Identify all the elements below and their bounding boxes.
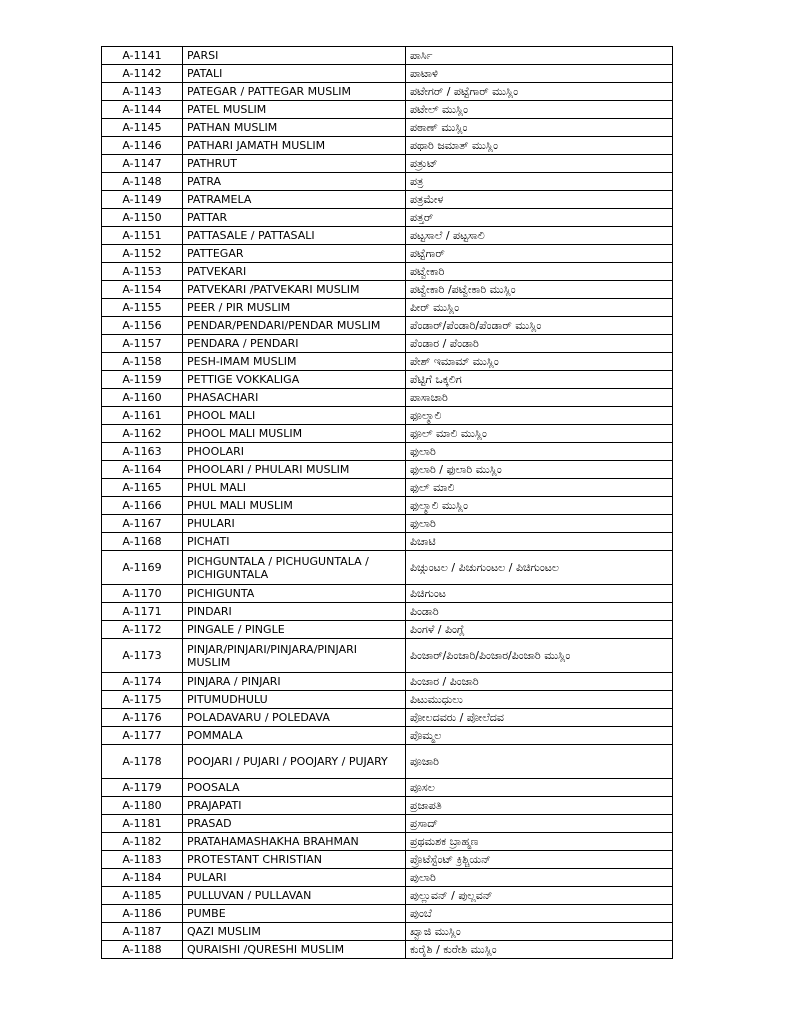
table-row bbox=[102, 299, 673, 317]
table-row bbox=[102, 745, 673, 779]
caste-name-cell: PICHGUNTALA / PICHUGUNTALA / PICHIGUNTALA bbox=[183, 551, 406, 585]
table-row bbox=[102, 497, 673, 515]
caste-code-cell: A-1172 bbox=[102, 621, 183, 639]
caste-name-cell: PATTEGAR bbox=[183, 245, 406, 263]
caste-code-cell: A-1187 bbox=[102, 923, 183, 941]
caste-kannada-cell: ಪ್ರಸಾದ್ bbox=[406, 815, 673, 833]
caste-code-cell: A-1181 bbox=[102, 815, 183, 833]
caste-name-cell: PEER / PIR MUSLIM bbox=[183, 299, 406, 317]
caste-kannada-cell: ಫುಲ್ ಮಾಲಿ bbox=[406, 479, 673, 497]
table-row bbox=[102, 479, 673, 497]
caste-kannada-cell: ಫುಲಾರಿ bbox=[406, 443, 673, 461]
caste-code-cell: A-1178 bbox=[102, 745, 183, 779]
caste-name-cell: PENDAR/PENDARI/PENDAR MUSLIM bbox=[183, 317, 406, 335]
caste-kannada-cell: ಪಟೇಗರ್ / ಪಟ್ಟೆಗಾರ್ ಮುಸ್ಲಿಂ bbox=[406, 83, 673, 101]
caste-name-cell: PHASACHARI bbox=[183, 389, 406, 407]
table-row bbox=[102, 317, 673, 335]
caste-code-cell: A-1155 bbox=[102, 299, 183, 317]
caste-code-cell: A-1162 bbox=[102, 425, 183, 443]
caste-kannada-cell: ಪಿಂಗಳೆ / ಪಿಂಗ್ಲೆ bbox=[406, 621, 673, 639]
caste-kannada-cell: ಪಿಚ್ಗುಂಟಲ / ಪಿಚುಗುಂಟಲ / ಪಿಚಿಗುಂಟಲ bbox=[406, 551, 673, 585]
caste-name-cell: PARSI bbox=[183, 47, 406, 65]
table-row bbox=[102, 887, 673, 905]
table-row bbox=[102, 155, 673, 173]
table-row bbox=[102, 905, 673, 923]
caste-name-cell: PATEGAR / PATTEGAR MUSLIM bbox=[183, 83, 406, 101]
caste-code-cell: A-1188 bbox=[102, 941, 183, 959]
caste-code-cell: A-1143 bbox=[102, 83, 183, 101]
caste-code-cell: A-1166 bbox=[102, 497, 183, 515]
caste-name-cell: PATALI bbox=[183, 65, 406, 83]
table-row bbox=[102, 815, 673, 833]
caste-name-cell: PULLUVAN / PULLAVAN bbox=[183, 887, 406, 905]
caste-code-cell: A-1142 bbox=[102, 65, 183, 83]
caste-name-cell: PICHATI bbox=[183, 533, 406, 551]
caste-code-cell: A-1160 bbox=[102, 389, 183, 407]
caste-code-cell: A-1167 bbox=[102, 515, 183, 533]
table-row bbox=[102, 65, 673, 83]
caste-kannada-cell: ಪಥಾರಿ ಜಮಾತ್ ಮುಸ್ಲಿಂ bbox=[406, 137, 673, 155]
caste-code-cell: A-1152 bbox=[102, 245, 183, 263]
caste-code-cell: A-1154 bbox=[102, 281, 183, 299]
caste-code-cell: A-1148 bbox=[102, 173, 183, 191]
caste-code-cell: A-1180 bbox=[102, 797, 183, 815]
caste-kannada-cell: ಪಟೇಲ್ ಮುಸ್ಲಿಂ bbox=[406, 101, 673, 119]
caste-kannada-cell: ಫೂಲ್ ಮಾಲಿ ಮುಸ್ಲಿಂ bbox=[406, 425, 673, 443]
caste-code-cell: A-1149 bbox=[102, 191, 183, 209]
table-row bbox=[102, 389, 673, 407]
caste-code-cell: A-1144 bbox=[102, 101, 183, 119]
table-row bbox=[102, 227, 673, 245]
caste-name-cell: QAZI MUSLIM bbox=[183, 923, 406, 941]
table-row bbox=[102, 851, 673, 869]
caste-name-cell: PRATAHAMASHAKHA BRAHMAN bbox=[183, 833, 406, 851]
caste-code-cell: A-1183 bbox=[102, 851, 183, 869]
caste-code-cell: A-1169 bbox=[102, 551, 183, 585]
table-row bbox=[102, 923, 673, 941]
caste-kannada-cell: ಪ್ರೊಟೆಸ್ಟೆಂಟ್ ಕ್ರಿಶ್ಚಿಯನ್ bbox=[406, 851, 673, 869]
caste-code-cell: A-1163 bbox=[102, 443, 183, 461]
caste-kannada-cell: ಫುಲ್ಮಾಲಿ ಮುಸ್ಲಿಂ bbox=[406, 497, 673, 515]
caste-code-cell: A-1170 bbox=[102, 585, 183, 603]
caste-kannada-cell: ಪಿಚಾಟಿ bbox=[406, 533, 673, 551]
caste-code-cell: A-1151 bbox=[102, 227, 183, 245]
caste-code-cell: A-1177 bbox=[102, 727, 183, 745]
caste-name-cell: QURAISHI /QURESHI MUSLIM bbox=[183, 941, 406, 959]
caste-kannada-cell: ಪ್ರಜಾಪತಿ bbox=[406, 797, 673, 815]
caste-kannada-cell: ಪೆಂಡಾರ್/ಪೆಂಡಾರಿ/ಪೆಂಡಾರ್ ಮುಸ್ಲಿಂ bbox=[406, 317, 673, 335]
caste-code-cell: A-1168 bbox=[102, 533, 183, 551]
caste-name-cell: PHULARI bbox=[183, 515, 406, 533]
caste-kannada-cell: ಪಾಟಾಳಿ bbox=[406, 65, 673, 83]
table-row bbox=[102, 245, 673, 263]
caste-kannada-cell: ಪತ್ರ bbox=[406, 173, 673, 191]
table-row bbox=[102, 833, 673, 851]
table-row bbox=[102, 191, 673, 209]
caste-kannada-cell: ಪಟ್ವೇಕಾರಿ bbox=[406, 263, 673, 281]
table-row bbox=[102, 47, 673, 65]
table-row bbox=[102, 639, 673, 673]
caste-kannada-cell: ಪೂಸಲ bbox=[406, 779, 673, 797]
caste-name-cell: PITUMUDHULU bbox=[183, 691, 406, 709]
table-row bbox=[102, 407, 673, 425]
table-row bbox=[102, 371, 673, 389]
table-row bbox=[102, 621, 673, 639]
caste-code-cell: A-1176 bbox=[102, 709, 183, 727]
table-row bbox=[102, 443, 673, 461]
caste-code-cell: A-1179 bbox=[102, 779, 183, 797]
table-row bbox=[102, 137, 673, 155]
caste-kannada-cell: ಪೀರ್ ಮುಸ್ಲಿಂ bbox=[406, 299, 673, 317]
table-row bbox=[102, 173, 673, 191]
table-row bbox=[102, 335, 673, 353]
caste-name-cell: PHUL MALI bbox=[183, 479, 406, 497]
caste-name-cell: PATVEKARI /PATVEKARI MUSLIM bbox=[183, 281, 406, 299]
caste-name-cell: PHOOL MALI bbox=[183, 407, 406, 425]
caste-name-cell: PULARI bbox=[183, 869, 406, 887]
caste-kannada-cell: ಪಾಸಾಚಾರಿ bbox=[406, 389, 673, 407]
caste-kannada-cell: ಪುಲಾರಿ bbox=[406, 869, 673, 887]
caste-name-cell: PATRA bbox=[183, 173, 406, 191]
table-row bbox=[102, 209, 673, 227]
caste-kannada-cell: ಪುಲ್ಲುವನ್ / ಪುಲ್ಲವನ್ bbox=[406, 887, 673, 905]
caste-code-cell: A-1182 bbox=[102, 833, 183, 851]
caste-code-cell: A-1184 bbox=[102, 869, 183, 887]
caste-code-cell: A-1141 bbox=[102, 47, 183, 65]
caste-kannada-cell: ಪೆಟ್ಟಿಗೆ ಒಕ್ಕಲಿಗ bbox=[406, 371, 673, 389]
caste-name-cell: PATVEKARI bbox=[183, 263, 406, 281]
caste-code-cell: A-1186 bbox=[102, 905, 183, 923]
table-row bbox=[102, 709, 673, 727]
table-row bbox=[102, 727, 673, 745]
caste-kannada-cell: ಪಿಂಜಾರ / ಪಿಂಜಾರಿ bbox=[406, 673, 673, 691]
caste-name-cell: PINJARA / PINJARI bbox=[183, 673, 406, 691]
caste-name-cell: PATHARI JAMATH MUSLIM bbox=[183, 137, 406, 155]
caste-code-cell: A-1153 bbox=[102, 263, 183, 281]
table-row bbox=[102, 101, 673, 119]
table-row bbox=[102, 603, 673, 621]
caste-code-cell: A-1165 bbox=[102, 479, 183, 497]
caste-name-cell: PETTIGE VOKKALIGA bbox=[183, 371, 406, 389]
caste-name-cell: PRAJAPATI bbox=[183, 797, 406, 815]
caste-name-cell: PRASAD bbox=[183, 815, 406, 833]
caste-kannada-cell: ಪೊಮ್ಮಲ bbox=[406, 727, 673, 745]
caste-name-cell: PHOOLARI / PHULARI MUSLIM bbox=[183, 461, 406, 479]
table-row bbox=[102, 585, 673, 603]
caste-code-cell: A-1161 bbox=[102, 407, 183, 425]
table-row bbox=[102, 551, 673, 585]
table-row bbox=[102, 515, 673, 533]
caste-kannada-cell: ಪುಂಬೆ bbox=[406, 905, 673, 923]
caste-name-cell: PATHRUT bbox=[183, 155, 406, 173]
caste-kannada-cell: ಪಟ್ಟೆಗಾರ್ bbox=[406, 245, 673, 263]
caste-list-table bbox=[101, 46, 673, 959]
table-row bbox=[102, 869, 673, 887]
caste-name-cell: PICHIGUNTA bbox=[183, 585, 406, 603]
caste-name-cell: PATTASALE / PATTASALI bbox=[183, 227, 406, 245]
caste-code-cell: A-1158 bbox=[102, 353, 183, 371]
table-row bbox=[102, 263, 673, 281]
caste-kannada-cell: ಪತ್ತರ್ bbox=[406, 209, 673, 227]
caste-kannada-cell: ಪ್ರಥಮಶಕ ಬ್ರಾಹ್ಮಣ bbox=[406, 833, 673, 851]
caste-kannada-cell: ಪಾರ್ಸಿ bbox=[406, 47, 673, 65]
caste-name-cell: PENDARA / PENDARI bbox=[183, 335, 406, 353]
caste-code-cell: A-1157 bbox=[102, 335, 183, 353]
caste-code-cell: A-1173 bbox=[102, 639, 183, 673]
caste-kannada-cell: ಪಟ್ವೇಕಾರಿ /ಪಟ್ವೇಕಾರಿ ಮುಸ್ಲಿಂ bbox=[406, 281, 673, 299]
caste-name-cell: POMMALA bbox=[183, 727, 406, 745]
table-row bbox=[102, 533, 673, 551]
caste-code-cell: A-1171 bbox=[102, 603, 183, 621]
caste-name-cell: PHOOL MALI MUSLIM bbox=[183, 425, 406, 443]
caste-kannada-cell: ಫೂಲ್ಮಾಲಿ bbox=[406, 407, 673, 425]
caste-name-cell: PATEL MUSLIM bbox=[183, 101, 406, 119]
caste-code-cell: A-1159 bbox=[102, 371, 183, 389]
caste-kannada-cell: ಪಟ್ಟಸಾಲೆ / ಪಟ್ಟಸಾಲಿ bbox=[406, 227, 673, 245]
caste-name-cell: PATRAMELA bbox=[183, 191, 406, 209]
caste-code-cell: A-1174 bbox=[102, 673, 183, 691]
caste-name-cell: PINDARI bbox=[183, 603, 406, 621]
table-row bbox=[102, 797, 673, 815]
caste-code-cell: A-1185 bbox=[102, 887, 183, 905]
table-row bbox=[102, 119, 673, 137]
caste-name-cell: PINJAR/PINJARI/PINJARA/PINJARI MUSLIM bbox=[183, 639, 406, 673]
caste-name-cell: POOSALA bbox=[183, 779, 406, 797]
caste-kannada-cell: ಪತ್ರಮೇಳ bbox=[406, 191, 673, 209]
caste-code-cell: A-1146 bbox=[102, 137, 183, 155]
table-row bbox=[102, 673, 673, 691]
caste-name-cell: PATHAN MUSLIM bbox=[183, 119, 406, 137]
table-row bbox=[102, 461, 673, 479]
table-row bbox=[102, 281, 673, 299]
caste-name-cell: PESH-IMAM MUSLIM bbox=[183, 353, 406, 371]
caste-kannada-cell: ಪೇಶ್ ಇಮಾಮ್ ಮುಸ್ಲಿಂ bbox=[406, 353, 673, 371]
caste-code-cell: A-1164 bbox=[102, 461, 183, 479]
table-row bbox=[102, 691, 673, 709]
caste-kannada-cell: ಫುಲಾರಿ bbox=[406, 515, 673, 533]
caste-kannada-cell: ಪಿಂಡಾರಿ bbox=[406, 603, 673, 621]
table-row bbox=[102, 779, 673, 797]
caste-code-cell: A-1150 bbox=[102, 209, 183, 227]
table-row bbox=[102, 941, 673, 959]
caste-name-cell: PHOOLARI bbox=[183, 443, 406, 461]
caste-kannada-cell: ಪಠಾಣ್ ಮುಸ್ಲಿಂ bbox=[406, 119, 673, 137]
caste-kannada-cell: ಫುಲಾರಿ / ಫುಲಾರಿ ಮುಸ್ಲಿಂ bbox=[406, 461, 673, 479]
caste-name-cell: POLADAVARU / POLEDAVA bbox=[183, 709, 406, 727]
caste-kannada-cell: ಪಿಂಜಾರ್/ಪಿಂಜಾರಿ/ಪಿಂಜಾರ/ಪಿಂಜಾರಿ ಮುಸ್ಲಿಂ bbox=[406, 639, 673, 673]
caste-kannada-cell: ಖ್ವಾಜಿ ಮುಸ್ಲಿಂ bbox=[406, 923, 673, 941]
caste-kannada-cell: ಪತ್ರುಟ್ bbox=[406, 155, 673, 173]
caste-kannada-cell: ಪೆಂಡಾರ / ಪೆಂಡಾರಿ bbox=[406, 335, 673, 353]
caste-kannada-cell: ಪೋಲದವರು / ಪೋಲೆದವ bbox=[406, 709, 673, 727]
caste-kannada-cell: ಪಿಟುಮುಧುಲು bbox=[406, 691, 673, 709]
table-row bbox=[102, 353, 673, 371]
caste-name-cell: PHUL MALI MUSLIM bbox=[183, 497, 406, 515]
caste-name-cell: PATTAR bbox=[183, 209, 406, 227]
caste-code-cell: A-1156 bbox=[102, 317, 183, 335]
caste-name-cell: PUMBE bbox=[183, 905, 406, 923]
caste-name-cell: PINGALE / PINGLE bbox=[183, 621, 406, 639]
caste-name-cell: POOJARI / PUJARI / POOJARY / PUJARY bbox=[183, 745, 406, 779]
caste-code-cell: A-1145 bbox=[102, 119, 183, 137]
caste-kannada-cell: ಕುರೈಶಿ / ಕುರೇಶಿ ಮುಸ್ಲಿಂ bbox=[406, 941, 673, 959]
caste-code-cell: A-1147 bbox=[102, 155, 183, 173]
table-row bbox=[102, 83, 673, 101]
caste-code-cell: A-1175 bbox=[102, 691, 183, 709]
caste-kannada-cell: ಪಿಚಿಗುಂಟ bbox=[406, 585, 673, 603]
table-body bbox=[102, 47, 673, 959]
caste-kannada-cell: ಪೂಜಾರಿ bbox=[406, 745, 673, 779]
table-row bbox=[102, 425, 673, 443]
caste-name-cell: PROTESTANT CHRISTIAN bbox=[183, 851, 406, 869]
